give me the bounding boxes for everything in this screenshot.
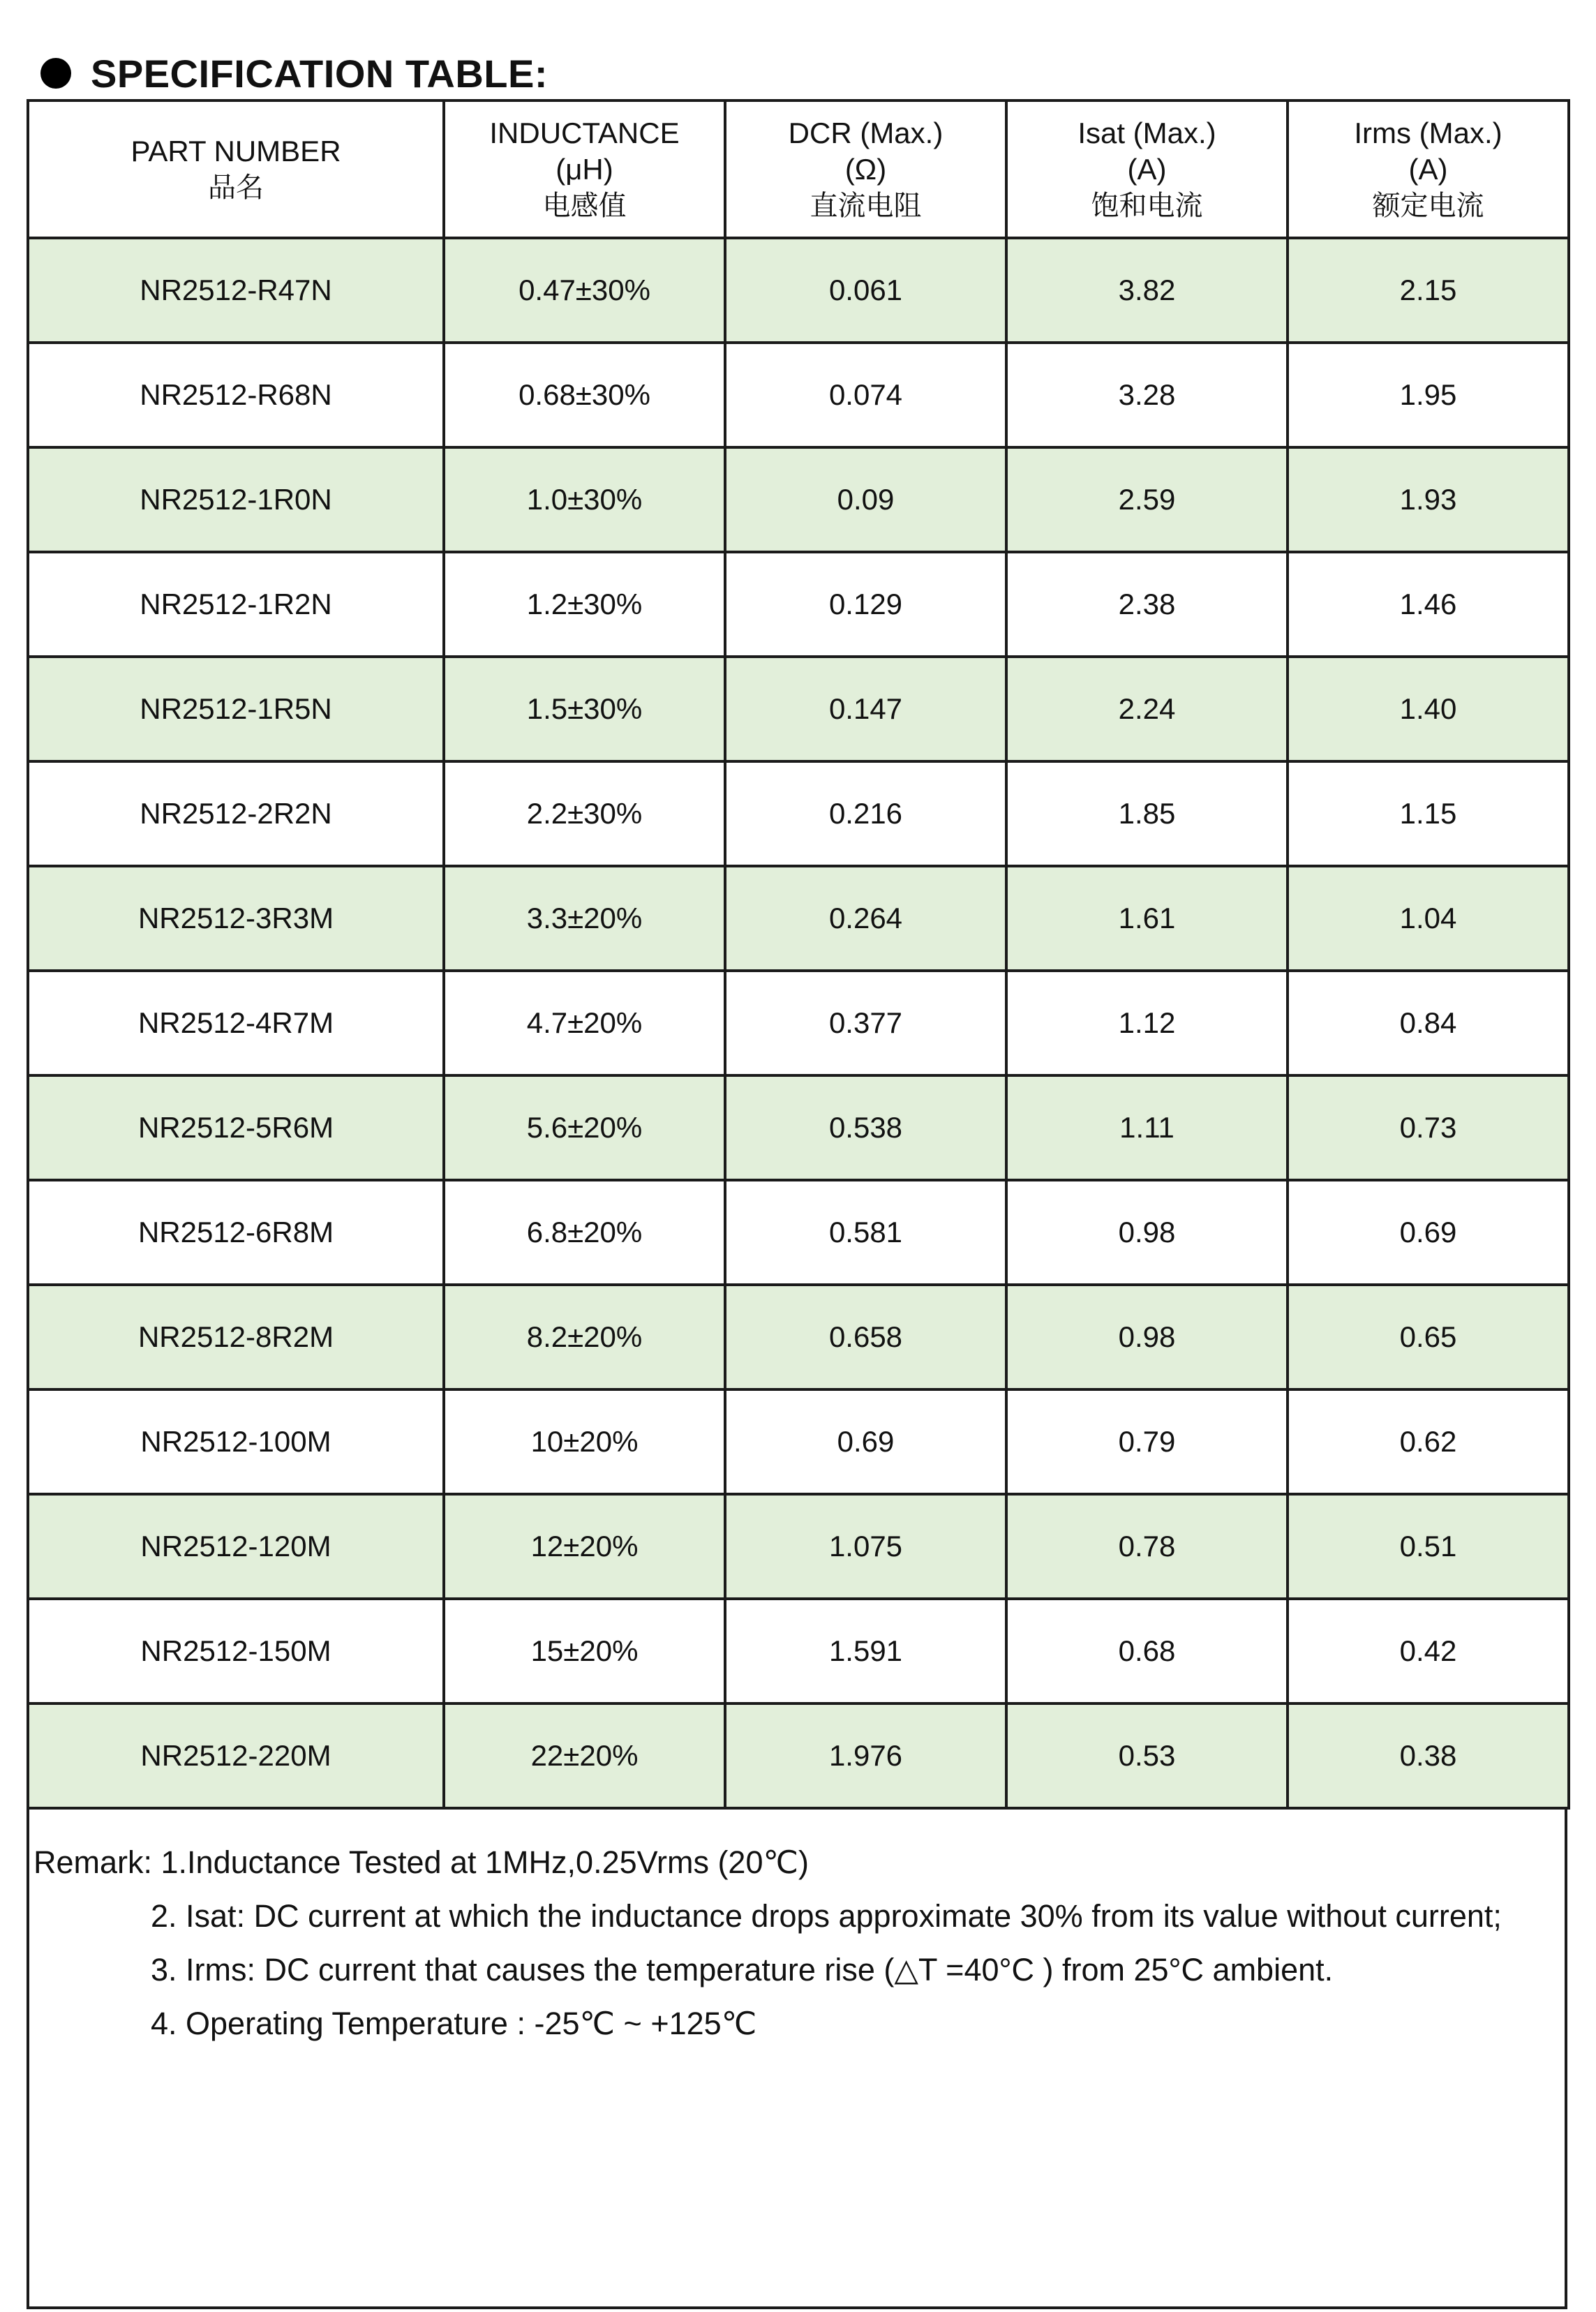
cell-isat: 3.82 <box>1006 238 1288 343</box>
cell-dcr: 0.658 <box>725 1285 1006 1389</box>
cell-irms: 0.62 <box>1288 1389 1569 1494</box>
cell-inductance: 6.8±20% <box>444 1180 725 1285</box>
specification-table <box>27 99 1570 1810</box>
cell-isat: 1.85 <box>1006 761 1288 866</box>
cell-irms: 1.46 <box>1288 552 1569 657</box>
cell-inductance: 1.5±30% <box>444 657 725 761</box>
cell-isat: 2.59 <box>1006 447 1288 552</box>
cell-irms: 0.69 <box>1288 1180 1569 1285</box>
header-isat: Isat (Max.) (A) 饱和电流 <box>1006 100 1288 238</box>
cell-irms: 1.93 <box>1288 447 1569 552</box>
cell-part: NR2512-R47N <box>28 238 444 343</box>
cell-dcr: 0.377 <box>725 971 1006 1075</box>
table-row <box>28 1389 1569 1494</box>
header-dcr: DCR (Max.) (Ω) 直流电阻 <box>725 100 1006 238</box>
cell-inductance: 10±20% <box>444 1389 725 1494</box>
remarks-section <box>33 1835 1562 2050</box>
cell-inductance: 22±20% <box>444 1703 725 1808</box>
table-row <box>28 1599 1569 1703</box>
cell-irms: 0.38 <box>1288 1703 1569 1808</box>
page-title <box>40 49 548 98</box>
header-irms: Irms (Max.) (A) 额定电流 <box>1288 100 1569 238</box>
title-text: SPECIFICATION TABLE: <box>91 51 549 96</box>
cell-irms: 2.15 <box>1288 238 1569 343</box>
cell-isat: 0.53 <box>1006 1703 1288 1808</box>
cell-part: NR2512-150M <box>28 1599 444 1703</box>
cell-irms: 1.15 <box>1288 761 1569 866</box>
table-row <box>28 343 1569 447</box>
cell-dcr: 0.09 <box>725 447 1006 552</box>
table-row <box>28 761 1569 866</box>
cell-irms: 0.84 <box>1288 971 1569 1075</box>
cell-part: NR2512-8R2M <box>28 1285 444 1389</box>
bullet-icon <box>40 58 71 89</box>
cell-part: NR2512-1R0N <box>28 447 444 552</box>
cell-irms: 0.73 <box>1288 1075 1569 1180</box>
cell-irms: 0.51 <box>1288 1494 1569 1599</box>
cell-inductance: 12±20% <box>444 1494 725 1599</box>
table-row <box>28 1180 1569 1285</box>
cell-dcr: 0.69 <box>725 1389 1006 1494</box>
cell-part: NR2512-5R6M <box>28 1075 444 1180</box>
header-row <box>28 100 1569 238</box>
table-row <box>28 1494 1569 1599</box>
cell-inductance: 8.2±20% <box>444 1285 725 1389</box>
cell-isat: 2.24 <box>1006 657 1288 761</box>
cell-dcr: 0.538 <box>725 1075 1006 1180</box>
cell-isat: 0.79 <box>1006 1389 1288 1494</box>
cell-isat: 1.11 <box>1006 1075 1288 1180</box>
header-part-number: PART NUMBER 品名 <box>28 100 444 238</box>
cell-dcr: 0.216 <box>725 761 1006 866</box>
cell-dcr: 1.976 <box>725 1703 1006 1808</box>
table-row <box>28 447 1569 552</box>
cell-inductance: 0.68±30% <box>444 343 725 447</box>
cell-isat: 1.12 <box>1006 971 1288 1075</box>
remark-line: 4. Operating Temperature : -25℃ ~ +125℃ <box>151 2006 757 2041</box>
cell-irms: 1.40 <box>1288 657 1569 761</box>
table-row <box>28 1703 1569 1808</box>
cell-part: NR2512-1R2N <box>28 552 444 657</box>
cell-part: NR2512-220M <box>28 1703 444 1808</box>
cell-irms: 0.65 <box>1288 1285 1569 1389</box>
table-row <box>28 238 1569 343</box>
cell-isat: 1.61 <box>1006 866 1288 971</box>
cell-inductance: 0.47±30% <box>444 238 725 343</box>
cell-isat: 0.98 <box>1006 1285 1288 1389</box>
cell-dcr: 1.591 <box>725 1599 1006 1703</box>
cell-dcr: 0.129 <box>725 552 1006 657</box>
remark-line: 2. Isat: DC current at which the inductance drops approximate 30% from its value without current; <box>151 1898 1502 1934</box>
cell-part: NR2512-R68N <box>28 343 444 447</box>
cell-dcr: 0.074 <box>725 343 1006 447</box>
cell-inductance: 2.2±30% <box>444 761 725 866</box>
cell-isat: 2.38 <box>1006 552 1288 657</box>
cell-inductance: 3.3±20% <box>444 866 725 971</box>
cell-dcr: 0.264 <box>725 866 1006 971</box>
cell-isat: 0.78 <box>1006 1494 1288 1599</box>
table-row <box>28 657 1569 761</box>
cell-dcr: 0.581 <box>725 1180 1006 1285</box>
table-row <box>28 866 1569 971</box>
header-inductance: INDUCTANCE (μH) 电感值 <box>444 100 725 238</box>
cell-part: NR2512-100M <box>28 1389 444 1494</box>
cell-part: NR2512-4R7M <box>28 971 444 1075</box>
cell-inductance: 15±20% <box>444 1599 725 1703</box>
cell-dcr: 0.061 <box>725 238 1006 343</box>
cell-part: NR2512-1R5N <box>28 657 444 761</box>
cell-part: NR2512-120M <box>28 1494 444 1599</box>
cell-irms: 1.04 <box>1288 866 1569 971</box>
cell-isat: 0.68 <box>1006 1599 1288 1703</box>
cell-irms: 1.95 <box>1288 343 1569 447</box>
cell-inductance: 1.2±30% <box>444 552 725 657</box>
cell-part: NR2512-6R8M <box>28 1180 444 1285</box>
cell-isat: 3.28 <box>1006 343 1288 447</box>
table-row <box>28 971 1569 1075</box>
table-row <box>28 1075 1569 1180</box>
remark-line: Remark: 1.Inductance Tested at 1MHz,0.25Vrms (20℃) <box>33 1844 810 1880</box>
cell-dcr: 1.075 <box>725 1494 1006 1599</box>
cell-inductance: 4.7±20% <box>444 971 725 1075</box>
cell-inductance: 5.6±20% <box>444 1075 725 1180</box>
table-row <box>28 552 1569 657</box>
cell-irms: 0.42 <box>1288 1599 1569 1703</box>
cell-part: NR2512-2R2N <box>28 761 444 866</box>
remark-line: 3. Irms: DC current that causes the temperature rise (△T =40°C ) from 25°C ambient. <box>151 1952 1334 1987</box>
cell-part: NR2512-3R3M <box>28 866 444 971</box>
cell-inductance: 1.0±30% <box>444 447 725 552</box>
table-row <box>28 1285 1569 1389</box>
cell-isat: 0.98 <box>1006 1180 1288 1285</box>
cell-dcr: 0.147 <box>725 657 1006 761</box>
